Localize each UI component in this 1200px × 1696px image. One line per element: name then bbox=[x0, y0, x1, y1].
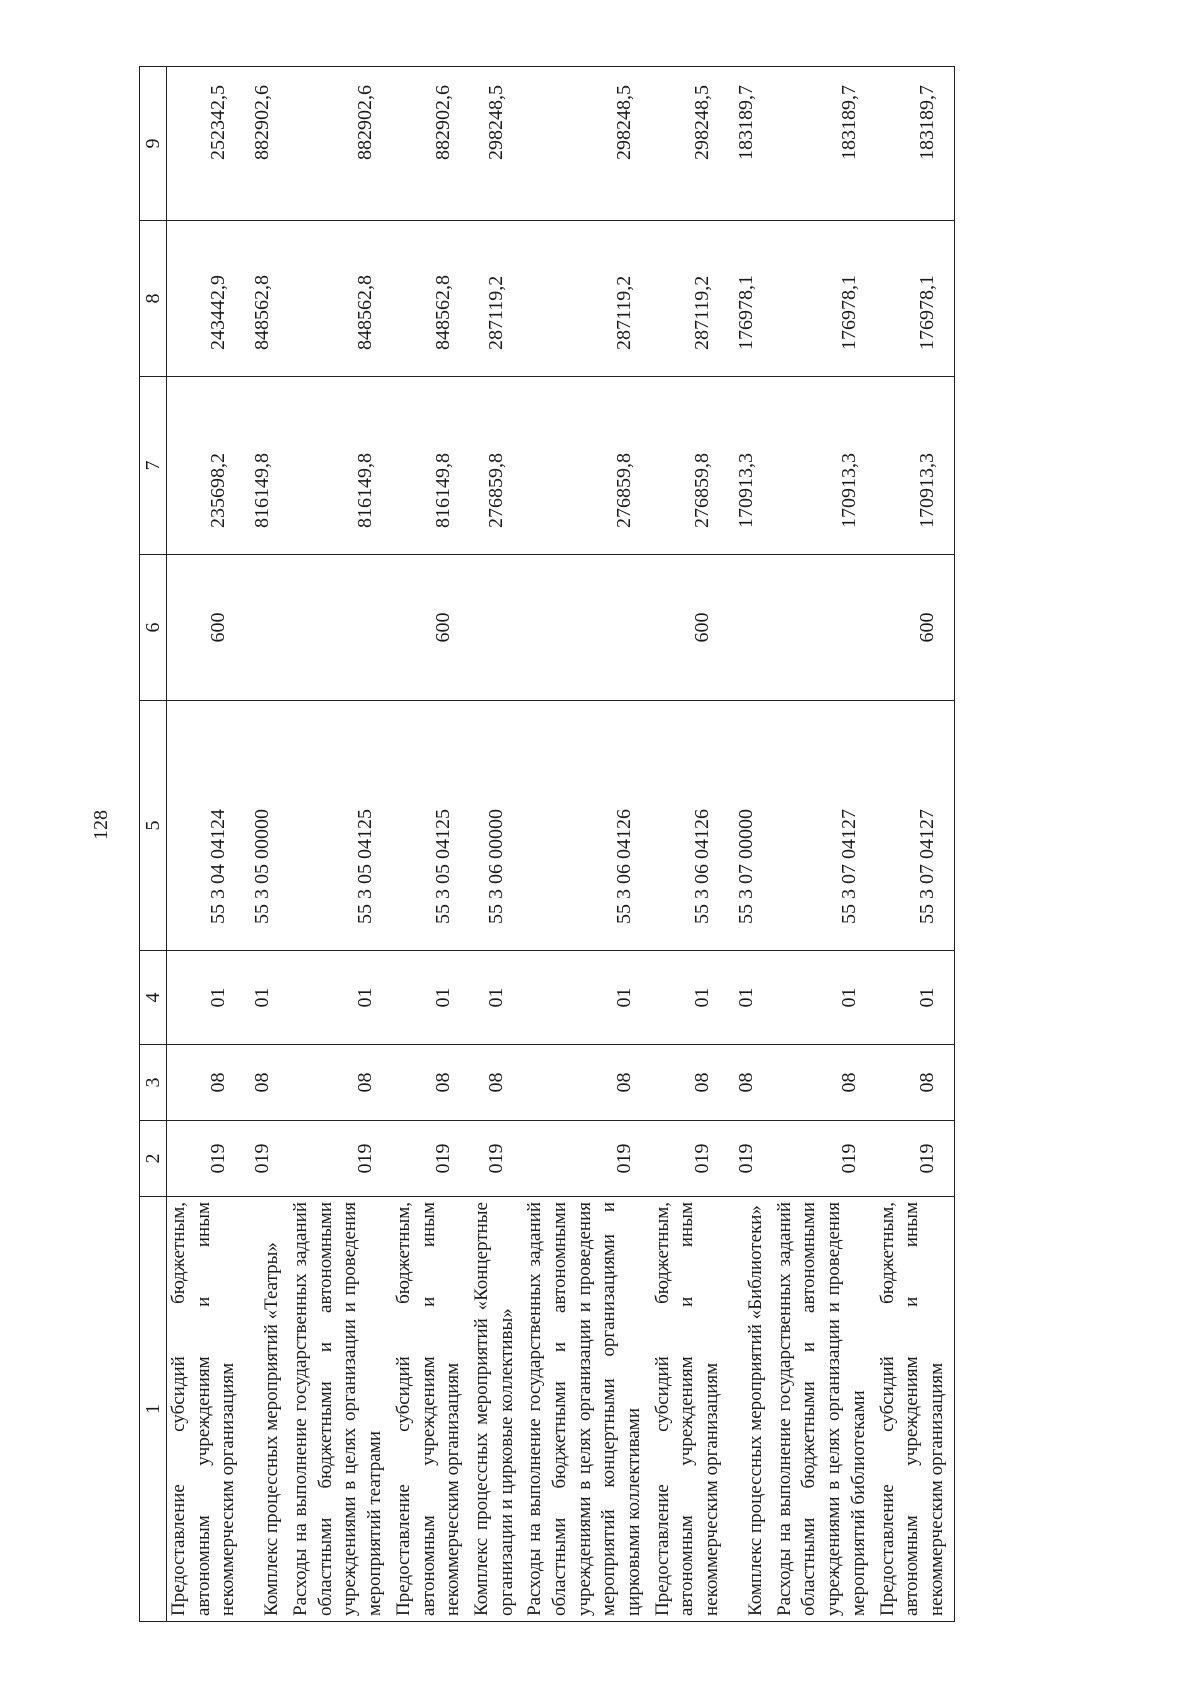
column-header: 7 bbox=[140, 377, 167, 555]
cell-col-2: 019 bbox=[773, 1121, 876, 1197]
cell-description: Комплекс процессных мероприятий «Концертные организации и цирковые коллективы» bbox=[470, 1197, 523, 1622]
cell-col-9: 183189,7 bbox=[729, 67, 773, 221]
rotated-page-content bbox=[139, 67, 1169, 1622]
cell-col-9: 298248,5 bbox=[470, 67, 523, 221]
cell-col-7: 170913,3 bbox=[876, 377, 955, 555]
cell-col-7: 276859,8 bbox=[470, 377, 523, 555]
cell-description: Расходы на выполнение государственных заданий областными бюджетными и автономными учреждениями в целях организации и проведения мероприятий театрами bbox=[289, 1197, 392, 1622]
cell-col-2: 019 bbox=[729, 1121, 773, 1197]
cell-description: Предоставление субсидий бюджетным, автономным учреждениям и иным некоммерческим организациям bbox=[876, 1197, 955, 1622]
column-header: 3 bbox=[140, 1045, 167, 1121]
cell-col-7: 276859,8 bbox=[651, 377, 729, 555]
cell-col-8: 287119,2 bbox=[470, 221, 523, 377]
cell-col-8: 848562,8 bbox=[289, 221, 392, 377]
cell-col-9: 183189,7 bbox=[773, 67, 876, 221]
column-header: 4 bbox=[140, 951, 167, 1045]
cell-col-5: 55 3 05 04125 bbox=[392, 701, 470, 951]
cell-col-5: 55 3 05 04125 bbox=[289, 701, 392, 951]
cell-col-9: 252342,5 bbox=[167, 67, 246, 221]
cell-col-2: 019 bbox=[289, 1121, 392, 1197]
column-header: 6 bbox=[140, 555, 167, 701]
table-header-row bbox=[140, 67, 167, 1622]
cell-col-3: 08 bbox=[167, 1045, 246, 1121]
cell-col-6: 600 bbox=[651, 555, 729, 701]
cell-description: Расходы на выполнение государственных заданий областными бюджетными и автономными учреждениями в целях организации и проведения мероприятий библиотеками bbox=[773, 1197, 876, 1622]
cell-col-9: 882902,6 bbox=[245, 67, 289, 221]
cell-col-3: 08 bbox=[773, 1045, 876, 1121]
cell-col-9: 298248,5 bbox=[523, 67, 650, 221]
cell-col-2: 019 bbox=[167, 1121, 246, 1197]
cell-col-2: 019 bbox=[523, 1121, 650, 1197]
cell-col-2: 019 bbox=[245, 1121, 289, 1197]
table-row bbox=[651, 67, 729, 1622]
cell-col-6: 600 bbox=[392, 555, 470, 701]
cell-col-3: 08 bbox=[876, 1045, 955, 1121]
cell-col-2: 019 bbox=[651, 1121, 729, 1197]
cell-col-8: 848562,8 bbox=[245, 221, 289, 377]
cell-col-4: 01 bbox=[167, 951, 246, 1045]
cell-col-8: 287119,2 bbox=[651, 221, 729, 377]
cell-col-4: 01 bbox=[729, 951, 773, 1045]
cell-col-9: 183189,7 bbox=[876, 67, 955, 221]
cell-col-2: 019 bbox=[470, 1121, 523, 1197]
budget-table bbox=[139, 66, 955, 1622]
cell-col-4: 01 bbox=[470, 951, 523, 1045]
table-row bbox=[392, 67, 470, 1622]
cell-col-8: 176978,1 bbox=[773, 221, 876, 377]
cell-col-7: 816149,8 bbox=[289, 377, 392, 555]
cell-col-2: 019 bbox=[392, 1121, 470, 1197]
cell-col-8: 243442,9 bbox=[167, 221, 246, 377]
cell-col-8: 287119,2 bbox=[523, 221, 650, 377]
cell-col-3: 08 bbox=[392, 1045, 470, 1121]
cell-col-6 bbox=[773, 555, 876, 701]
cell-col-7: 170913,3 bbox=[773, 377, 876, 555]
cell-col-3: 08 bbox=[523, 1045, 650, 1121]
column-header: 5 bbox=[140, 701, 167, 951]
cell-col-5: 55 3 06 00000 bbox=[470, 701, 523, 951]
table-row bbox=[773, 67, 876, 1622]
table-row bbox=[523, 67, 650, 1622]
cell-col-4: 01 bbox=[245, 951, 289, 1045]
cell-col-6 bbox=[245, 555, 289, 701]
cell-col-7: 170913,3 bbox=[729, 377, 773, 555]
cell-col-8: 176978,1 bbox=[876, 221, 955, 377]
cell-col-5: 55 3 06 04126 bbox=[651, 701, 729, 951]
cell-col-6: 600 bbox=[167, 555, 246, 701]
cell-col-6 bbox=[729, 555, 773, 701]
cell-col-5: 55 3 07 00000 bbox=[729, 701, 773, 951]
table-row bbox=[289, 67, 392, 1622]
cell-col-4: 01 bbox=[773, 951, 876, 1045]
table-row bbox=[876, 67, 955, 1622]
column-header: 2 bbox=[140, 1121, 167, 1197]
cell-col-5: 55 3 07 04127 bbox=[876, 701, 955, 951]
cell-col-9: 882902,6 bbox=[289, 67, 392, 221]
cell-col-7: 816149,8 bbox=[392, 377, 470, 555]
cell-col-4: 01 bbox=[392, 951, 470, 1045]
column-header: 8 bbox=[140, 221, 167, 377]
cell-description: Расходы на выполнение государственных заданий областными бюджетными и автономными учреждениями в целях организации и проведения мероприятий концертными организациями и цирковыми коллективами bbox=[523, 1197, 650, 1622]
cell-description: Предоставление субсидий бюджетным, автономным учреждениям и иным некоммерческим организациям bbox=[167, 1197, 246, 1622]
cell-col-7: 276859,8 bbox=[523, 377, 650, 555]
column-header: 1 bbox=[140, 1197, 167, 1622]
table-row bbox=[167, 67, 246, 1622]
cell-col-4: 01 bbox=[289, 951, 392, 1045]
cell-col-8: 848562,8 bbox=[392, 221, 470, 377]
cell-col-6 bbox=[523, 555, 650, 701]
cell-col-3: 08 bbox=[289, 1045, 392, 1121]
cell-col-9: 298248,5 bbox=[651, 67, 729, 221]
cell-col-6 bbox=[470, 555, 523, 701]
cell-col-5: 55 3 04 04124 bbox=[167, 701, 246, 951]
cell-description: Комплекс процессных мероприятий «Театры» bbox=[245, 1197, 289, 1622]
table-row bbox=[470, 67, 523, 1622]
cell-description: Комплекс процессных мероприятий «Библиотеки» bbox=[729, 1197, 773, 1622]
cell-description: Предоставление субсидий бюджетным, автономным учреждениям и иным некоммерческим организациям bbox=[392, 1197, 470, 1622]
cell-col-7: 816149,8 bbox=[245, 377, 289, 555]
page-number: 128 bbox=[90, 810, 112, 840]
cell-col-5: 55 3 06 04126 bbox=[523, 701, 650, 951]
cell-col-2: 019 bbox=[876, 1121, 955, 1197]
cell-description: Предоставление субсидий бюджетным, автономным учреждениям и иным некоммерческим организациям bbox=[651, 1197, 729, 1622]
cell-col-3: 08 bbox=[729, 1045, 773, 1121]
cell-col-5: 55 3 07 04127 bbox=[773, 701, 876, 951]
table-row bbox=[245, 67, 289, 1622]
cell-col-3: 08 bbox=[470, 1045, 523, 1121]
cell-col-7: 235698,2 bbox=[167, 377, 246, 555]
cell-col-6 bbox=[289, 555, 392, 701]
cell-col-5: 55 3 05 00000 bbox=[245, 701, 289, 951]
column-header: 9 bbox=[140, 67, 167, 221]
cell-col-3: 08 bbox=[245, 1045, 289, 1121]
cell-col-9: 882902,6 bbox=[392, 67, 470, 221]
cell-col-3: 08 bbox=[651, 1045, 729, 1121]
table-row bbox=[729, 67, 773, 1622]
cell-col-8: 176978,1 bbox=[729, 221, 773, 377]
cell-col-4: 01 bbox=[876, 951, 955, 1045]
cell-col-6: 600 bbox=[876, 555, 955, 701]
cell-col-4: 01 bbox=[523, 951, 650, 1045]
cell-col-4: 01 bbox=[651, 951, 729, 1045]
